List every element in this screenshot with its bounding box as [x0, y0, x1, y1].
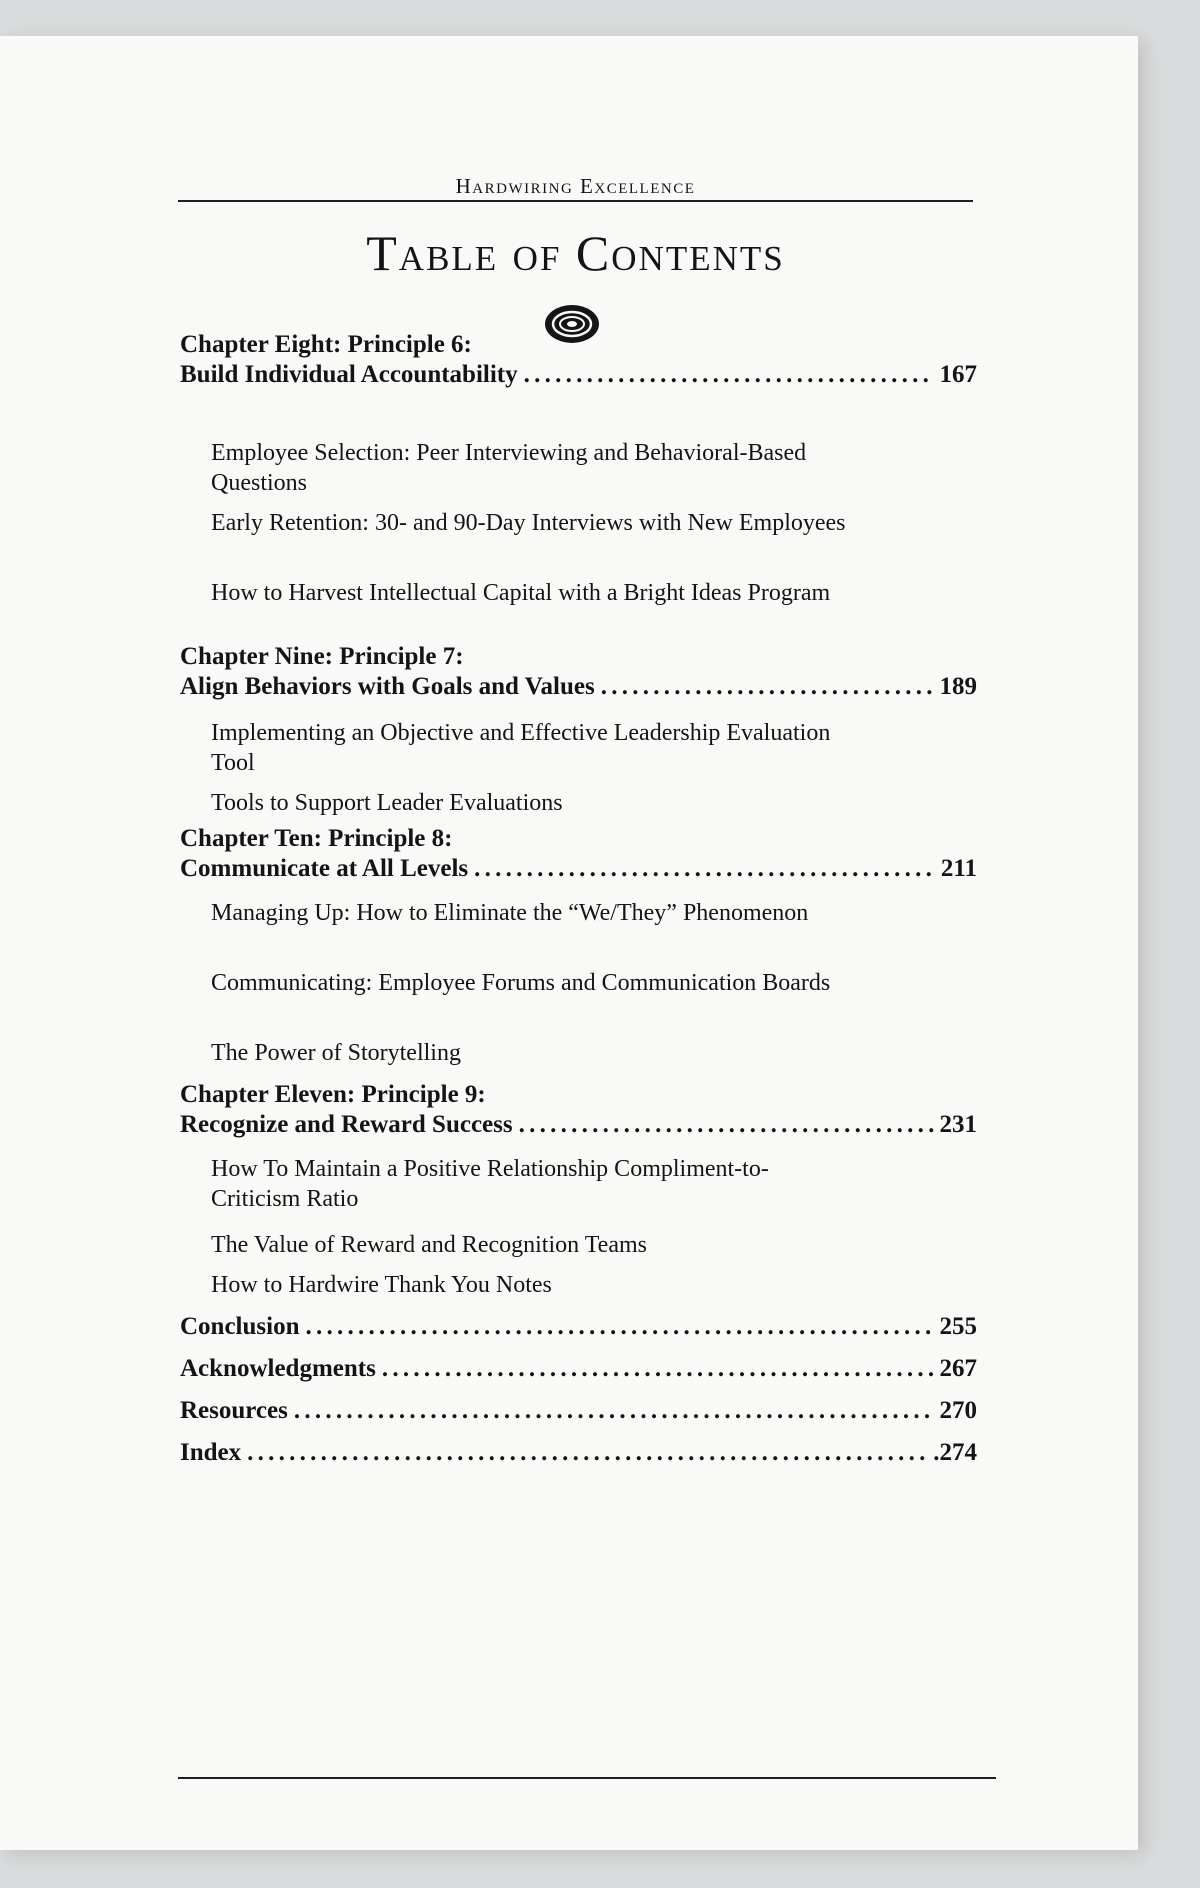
chapter-heading: Chapter Eleven: Principle 9: — [180, 1081, 486, 1108]
toc-entry[interactable] — [180, 672, 977, 702]
entry-label: Acknowledgments — [180, 1355, 376, 1382]
toc-entry-conclusion[interactable] — [180, 1312, 977, 1342]
chapter-heading: Chapter Eight: Principle 6: — [180, 331, 472, 358]
page-number: 211 — [940, 855, 977, 882]
dot-leader — [294, 1396, 934, 1426]
chapter-heading: Chapter Ten: Principle 8: — [180, 825, 453, 852]
toc-entry-index[interactable] — [180, 1438, 977, 1468]
toc-subentry[interactable]: The Value of Reward and Recognition Teams — [211, 1232, 647, 1258]
toc-chapter-eight — [180, 330, 977, 390]
dot-leader — [519, 1110, 934, 1140]
dot-leader — [382, 1354, 934, 1384]
entry-label: Index — [180, 1439, 242, 1466]
toc-subentry[interactable]: How to Harvest Intellectual Capital with a Bright Ideas Program — [211, 580, 831, 606]
page-number: 255 — [939, 1313, 977, 1340]
toc-entry[interactable] — [180, 854, 977, 884]
toc-subentry[interactable]: How to Hardwire Thank You Notes — [211, 1272, 552, 1298]
book-page — [0, 36, 1138, 1850]
entry-label: Communicate at All Levels — [180, 855, 469, 882]
chapter-heading: Chapter Nine: Principle 7: — [180, 643, 464, 670]
toc-subentry[interactable]: Implementing an Objective and Effective Leadership Evaluation Tool — [211, 720, 831, 776]
toc-subentry[interactable]: How To Maintain a Positive Relationship Compliment-to-Criticism Ratio — [211, 1156, 769, 1212]
entry-label: Align Behaviors with Goals and Values — [180, 673, 595, 700]
running-head: Hardwiring Excellence — [455, 174, 696, 198]
toc-chapter-nine — [180, 642, 977, 702]
toc-subentry[interactable]: Communicating: Employee Forums and Communication Boards — [211, 970, 831, 996]
dot-leader — [305, 1312, 933, 1342]
toc-entry[interactable] — [180, 360, 977, 390]
page-number: 189 — [939, 673, 977, 700]
toc-chapter-ten — [180, 824, 977, 884]
page-title: Table of Contents — [366, 225, 785, 281]
dot-leader — [247, 1438, 927, 1468]
toc-subentry[interactable]: Tools to Support Leader Evaluations — [211, 790, 563, 816]
toc-subentry[interactable]: Employee Selection: Peer Interviewing and Behavioral-Based Questions — [211, 440, 807, 496]
dot-leader — [524, 360, 934, 390]
entry-label: Resources — [180, 1397, 288, 1424]
toc-entry[interactable] — [180, 1110, 977, 1140]
page-number: 267 — [939, 1355, 977, 1382]
toc-chapter-eleven — [180, 1080, 977, 1140]
dot-leader — [474, 854, 935, 884]
entry-label: Recognize and Reward Success — [180, 1111, 513, 1138]
footer-rule — [178, 1777, 996, 1779]
header-rule — [178, 200, 973, 202]
toc-subentry[interactable]: Early Retention: 30- and 90-Day Interviews with New Employees — [211, 510, 846, 536]
page-number: .274 — [933, 1439, 977, 1466]
dot-leader — [601, 672, 934, 702]
toc-entry-acknowledgments[interactable] — [180, 1354, 977, 1384]
toc-entry-resources[interactable] — [180, 1396, 977, 1426]
entry-label: Build Individual Accountability — [180, 361, 518, 388]
toc-subentry[interactable]: The Power of Storytelling — [211, 1040, 461, 1066]
entry-label: Conclusion — [180, 1313, 300, 1340]
page-number: 167 — [939, 361, 977, 388]
page-number: 270 — [939, 1397, 977, 1424]
page-number: 231 — [939, 1111, 977, 1138]
toc-subentry[interactable]: Managing Up: How to Eliminate the “We/They” Phenomenon — [211, 900, 809, 926]
